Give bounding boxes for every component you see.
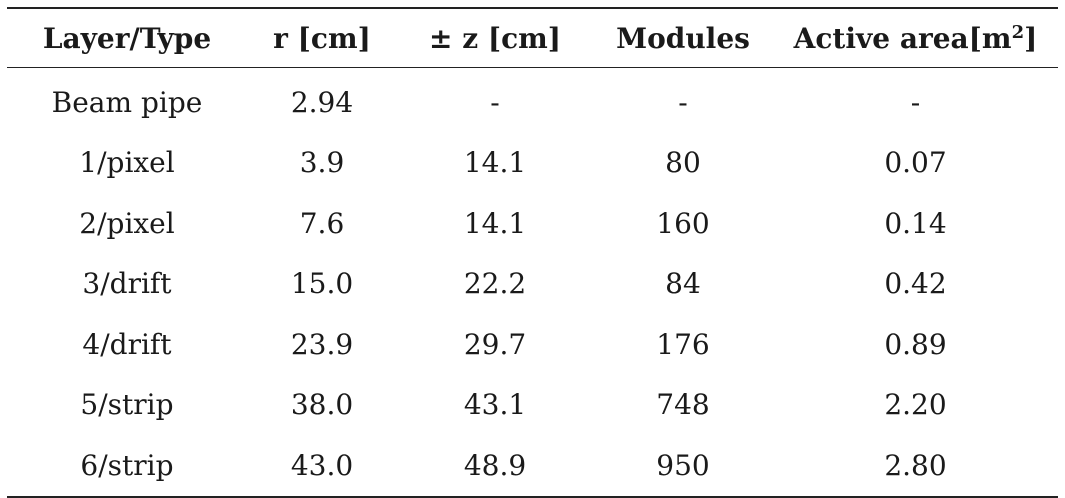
cell-layer: 6/strip bbox=[80, 448, 174, 482]
cell-layer: 4/drift bbox=[82, 327, 172, 361]
cell-active-area: 2.80 bbox=[884, 448, 947, 482]
cell-active-area: 0.42 bbox=[884, 267, 947, 301]
table-row bbox=[7, 68, 1058, 133]
cell-active-area: 0.89 bbox=[884, 327, 947, 361]
cell-z: 43.1 bbox=[463, 388, 527, 422]
cell-radius: 3.9 bbox=[299, 146, 345, 180]
cell-modules: 160 bbox=[656, 206, 710, 240]
table-row bbox=[7, 314, 1058, 375]
cell-modules: 950 bbox=[656, 448, 710, 482]
table-row bbox=[7, 435, 1058, 497]
table-row bbox=[7, 254, 1058, 315]
cell-radius: 7.6 bbox=[299, 206, 345, 240]
table-header bbox=[7, 8, 1058, 68]
header-active-area-close: ] bbox=[1024, 21, 1038, 55]
cell-layer: 2/pixel bbox=[79, 206, 175, 240]
cell-modules: 176 bbox=[656, 327, 710, 361]
cell-radius: 43.0 bbox=[290, 448, 354, 482]
table-row bbox=[7, 193, 1058, 254]
cell-radius: 23.9 bbox=[290, 327, 354, 361]
cell-radius: 2.94 bbox=[290, 85, 354, 119]
cell-z: 14.1 bbox=[463, 206, 527, 240]
cell-active-area: 0.07 bbox=[884, 146, 947, 180]
header-modules: Modules bbox=[616, 21, 750, 55]
table-body bbox=[7, 68, 1058, 497]
cell-radius: 15.0 bbox=[290, 267, 354, 301]
cell-active-area: - bbox=[910, 85, 921, 119]
header-active-area-exponent: 2 bbox=[1011, 21, 1025, 43]
cell-layer: Beam pipe bbox=[51, 85, 203, 119]
header-active-area-text: Active area[m bbox=[793, 21, 1012, 55]
header-row bbox=[7, 8, 1058, 68]
cell-modules: - bbox=[678, 85, 688, 119]
table-row bbox=[7, 133, 1058, 194]
detector-layer-table-container bbox=[7, 7, 1058, 498]
cell-modules: 84 bbox=[665, 267, 701, 301]
cell-z: 14.1 bbox=[463, 146, 527, 180]
cell-layer: 3/drift bbox=[82, 267, 172, 301]
cell-layer: 5/strip bbox=[80, 388, 174, 422]
header-radius: r [cm] bbox=[273, 21, 371, 55]
header-z: ± z [cm] bbox=[428, 21, 562, 55]
cell-active-area: 2.20 bbox=[884, 388, 947, 422]
cell-z: - bbox=[490, 85, 500, 119]
cell-radius: 38.0 bbox=[290, 388, 354, 422]
cell-z: 48.9 bbox=[463, 448, 527, 482]
cell-z: 29.7 bbox=[463, 327, 527, 361]
cell-modules: 748 bbox=[656, 388, 710, 422]
cell-modules: 80 bbox=[665, 146, 701, 180]
cell-layer: 1/pixel bbox=[79, 146, 175, 180]
detector-layer-table bbox=[7, 7, 1058, 498]
table-row bbox=[7, 375, 1058, 436]
cell-active-area: 0.14 bbox=[884, 206, 947, 240]
cell-z: 22.2 bbox=[463, 267, 527, 301]
header-active-area bbox=[773, 8, 1058, 68]
header-layer-type: Layer/Type bbox=[42, 21, 212, 55]
